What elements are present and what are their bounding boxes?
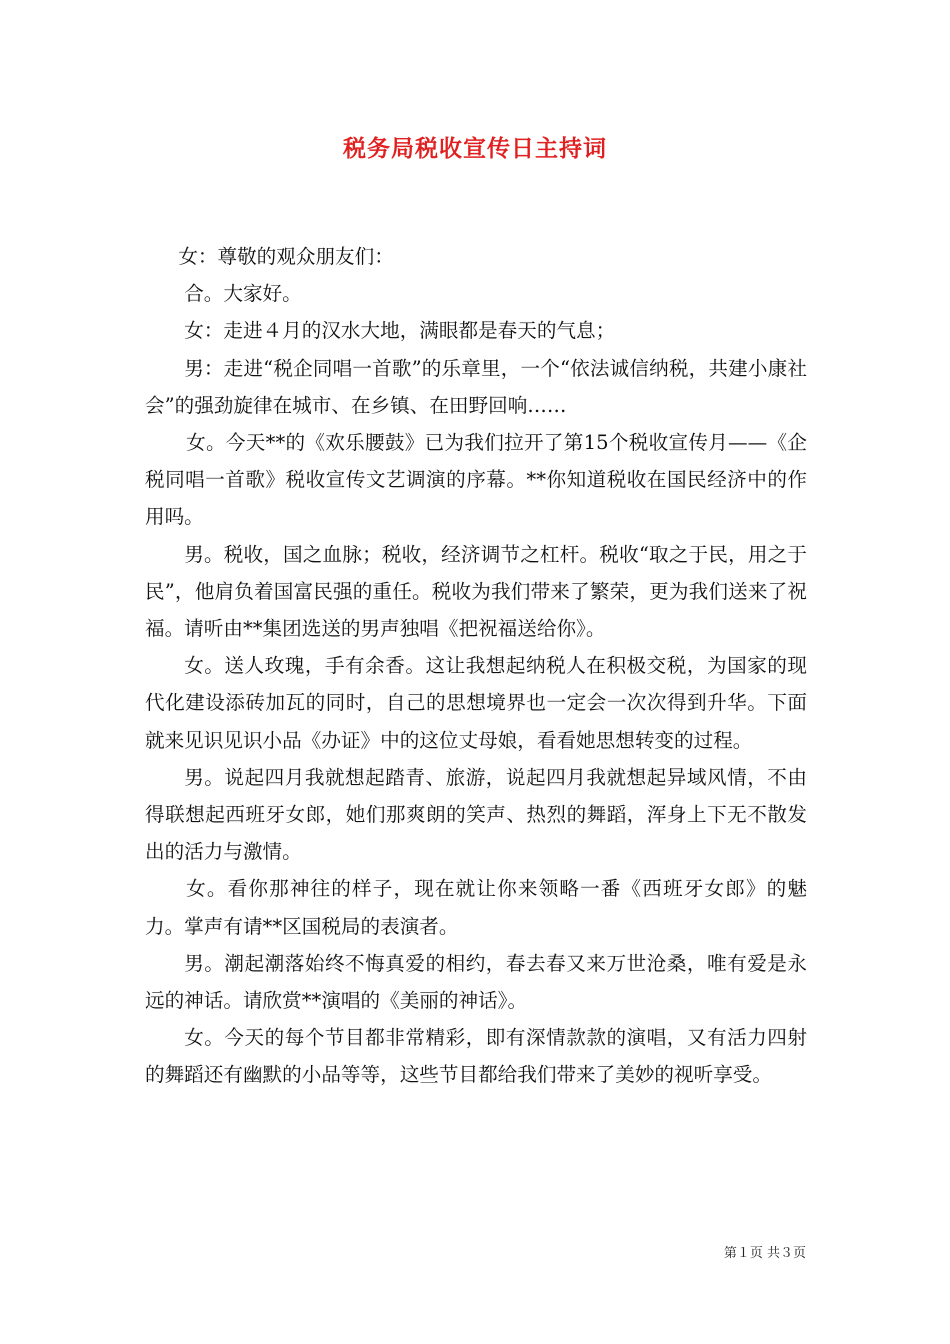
paragraph: 女：走进４月的汉水大地，满眼都是春天的气息； xyxy=(184,319,616,343)
paragraph: 女。今天**的《欢乐腰鼓》已为我们拉开了第15个税收宣传月——《企税同唱一首歌》税收宣传文艺调演的序幕。**你知道税收在国民经济中的作用吗。 xyxy=(145,431,807,529)
paragraph: 女。送人玫瑰，手有余香。这让我想起纳税人在积极交税，为国家的现代化建设添砖加瓦的同时，自己的思想境界也一定会一次次得到升华。下面就来见识见识小品《办证》中的这位丈母娘，看看她思想转变的过程。 xyxy=(145,654,807,752)
paragraph: 女。看你那神往的样子，现在就让你来领略一番《西班牙女郎》的魅力。掌声有请**区国税局的表演者。 xyxy=(145,877,807,938)
paragraph: 男。税收，国之血脉；税收，经济调节之杠杆。税收“取之于民，用之于民”，他肩负着国富民强的重任。税收为我们带来了繁荣，更为我们送来了祝福。请听由**集团选送的男声独唱《把祝福送给你》。 xyxy=(145,542,807,641)
paragraph: 男：走进“税企同唱一首歌”的乐章里，一个“依法诚信纳税，共建小康社会”的强劲旋律在城市、在乡镇、在田野回响…… xyxy=(145,356,807,417)
document-body xyxy=(145,238,807,1094)
page-number: 第１页 共３页 xyxy=(723,1246,806,1261)
paragraph: 合。大家好。 xyxy=(184,282,302,306)
paragraph: 女：尊敬的观众朋友们： xyxy=(178,245,394,268)
document-title: 税务局税收宣传日主持词 xyxy=(343,135,607,162)
paragraph: 男。潮起潮落始终不悔真爱的相约，春去春又来万世沧桑，唯有爱是永远的神话。请欣赏**演唱的《美丽的神话》。 xyxy=(145,951,807,1013)
paragraph: 男。说起四月我就想起踏青、旅游，说起四月我就想起异域风情，不由得联想起西班牙女郎，她们那爽朗的笑声、热烈的舞蹈，浑身上下无不散发出的活力与激情。 xyxy=(145,765,807,864)
paragraph: 女。今天的每个节目都非常精彩，即有深情款款的演唱，又有活力四射的舞蹈还有幽默的小品等等，这些节目都给我们带来了美妙的视听享受。 xyxy=(145,1026,807,1087)
